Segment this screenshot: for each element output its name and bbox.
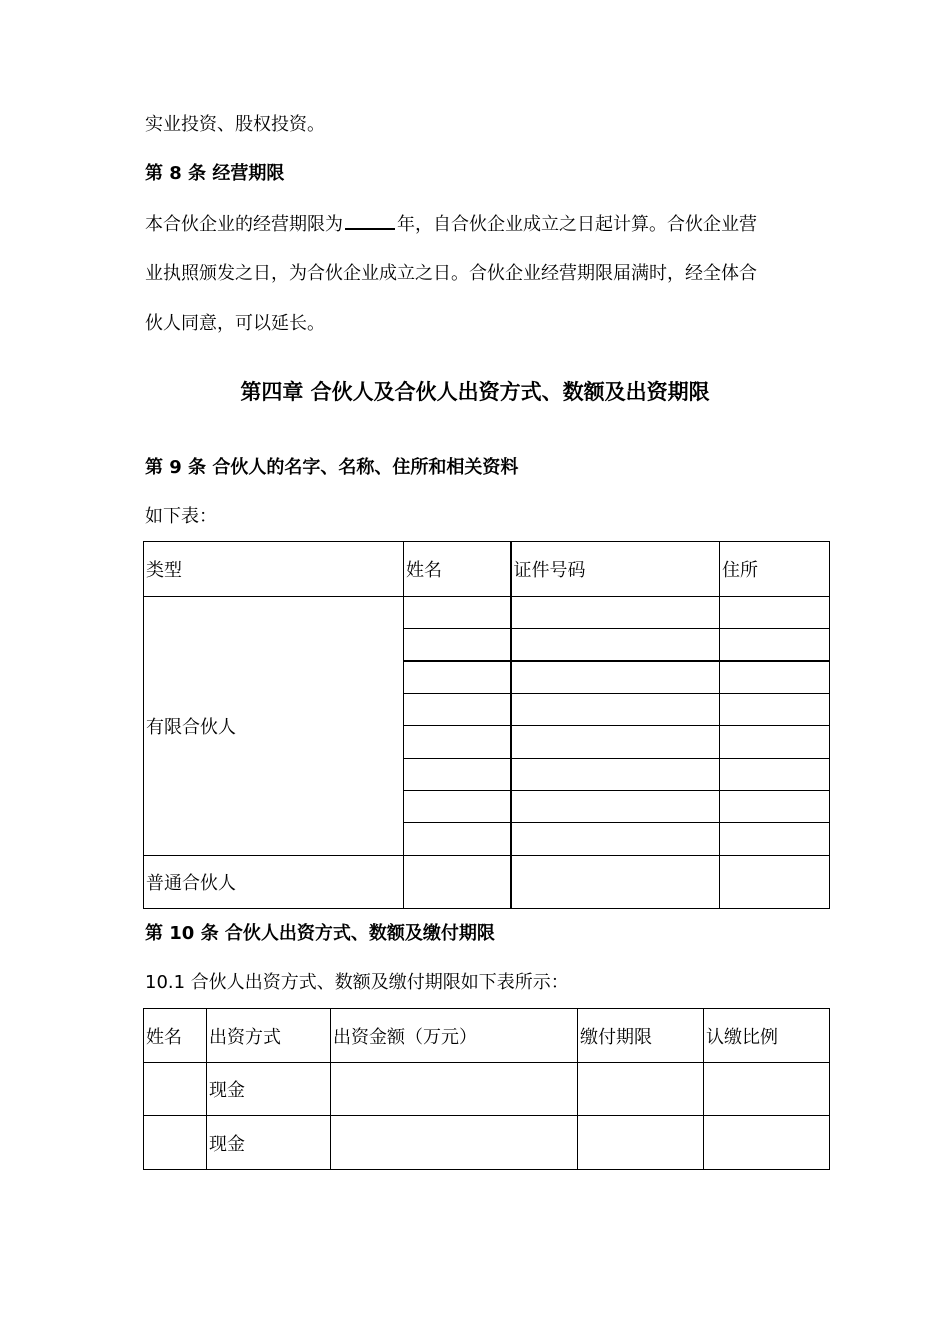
header-cell: 姓名	[144, 1009, 207, 1063]
article-8-paragraph-line-1	[145, 212, 757, 237]
table-cell	[144, 1116, 207, 1170]
table-cell	[144, 1063, 207, 1116]
table-cell	[511, 661, 720, 694]
table-cell	[404, 694, 511, 726]
header-cell: 证件号码	[511, 542, 720, 597]
table-row	[144, 597, 830, 629]
table-row	[144, 1116, 830, 1170]
contribution-table	[143, 1008, 830, 1170]
table-cell	[511, 597, 720, 629]
table-cell	[704, 1063, 830, 1116]
table-cell	[720, 856, 830, 909]
table-cell	[511, 694, 720, 726]
table-cell	[704, 1116, 830, 1170]
table-cell	[720, 823, 830, 856]
table-row	[144, 1063, 830, 1116]
article-8-paragraph-line-2: 业执照颁发之日，为合伙企业成立之日。合伙企业经营期限届满时，经全体合	[145, 263, 757, 284]
header-cell: 出资方式	[207, 1009, 331, 1063]
table-cell	[404, 823, 511, 856]
fill-in-blank	[345, 212, 395, 230]
article-8-text-a: 本合伙企业的经营期限为	[145, 214, 343, 235]
article-8-paragraph-line-3: 伙人同意，可以延长。	[145, 313, 325, 334]
table-cell	[511, 759, 720, 791]
header-cell: 姓名	[404, 542, 511, 597]
table-cell	[404, 661, 511, 694]
method-cell: 现金	[207, 1063, 331, 1116]
header-cell: 出资金额（万元）	[331, 1009, 578, 1063]
table-cell	[578, 1116, 704, 1170]
table-cell	[331, 1063, 578, 1116]
table-cell	[720, 726, 830, 759]
table-cell	[720, 629, 830, 661]
article-10-title: 第 10 条 合伙人出资方式、数额及缴付期限	[145, 923, 495, 944]
table-cell	[404, 726, 511, 759]
table-cell	[511, 856, 720, 909]
table-header-row	[144, 542, 830, 597]
header-cell: 认缴比例	[704, 1009, 830, 1063]
article-8-text-b: 年，自合伙企业成立之日起计算。合伙企业营	[397, 214, 757, 235]
table-cell	[720, 694, 830, 726]
article-8-title: 第 8 条 经营期限	[145, 163, 285, 184]
table-cell	[720, 791, 830, 823]
article-9-intro: 如下表：	[145, 506, 217, 527]
table-cell	[511, 791, 720, 823]
chapter-4-heading: 第四章 合伙人及合伙人出资方式、数额及出资期限	[240, 380, 710, 404]
limited-partner-cell: 有限合伙人	[144, 597, 404, 856]
table-cell	[404, 759, 511, 791]
table-cell	[404, 629, 511, 661]
table-cell	[404, 597, 511, 629]
table-cell	[331, 1116, 578, 1170]
article-10-intro: 10.1 合伙人出资方式、数额及缴付期限如下表所示：	[145, 972, 569, 993]
table-cell	[511, 726, 720, 759]
paragraph-line: 实业投资、股权投资。	[145, 114, 325, 135]
method-cell: 现金	[207, 1116, 331, 1170]
header-cell: 住所	[720, 542, 830, 597]
table-row	[144, 856, 830, 909]
table-cell	[720, 661, 830, 694]
article-9-title: 第 9 条 合伙人的名字、名称、住所和相关资料	[145, 457, 519, 478]
table-cell	[578, 1063, 704, 1116]
table-cell	[720, 759, 830, 791]
partners-table	[143, 541, 830, 909]
table-cell	[511, 629, 720, 661]
table-cell	[404, 856, 511, 909]
table-cell	[404, 791, 511, 823]
header-cell: 类型	[144, 542, 404, 597]
table-header-row	[144, 1009, 830, 1063]
general-partner-cell: 普通合伙人	[144, 856, 404, 909]
table-cell	[720, 597, 830, 629]
header-cell: 缴付期限	[578, 1009, 704, 1063]
table-cell	[511, 823, 720, 856]
